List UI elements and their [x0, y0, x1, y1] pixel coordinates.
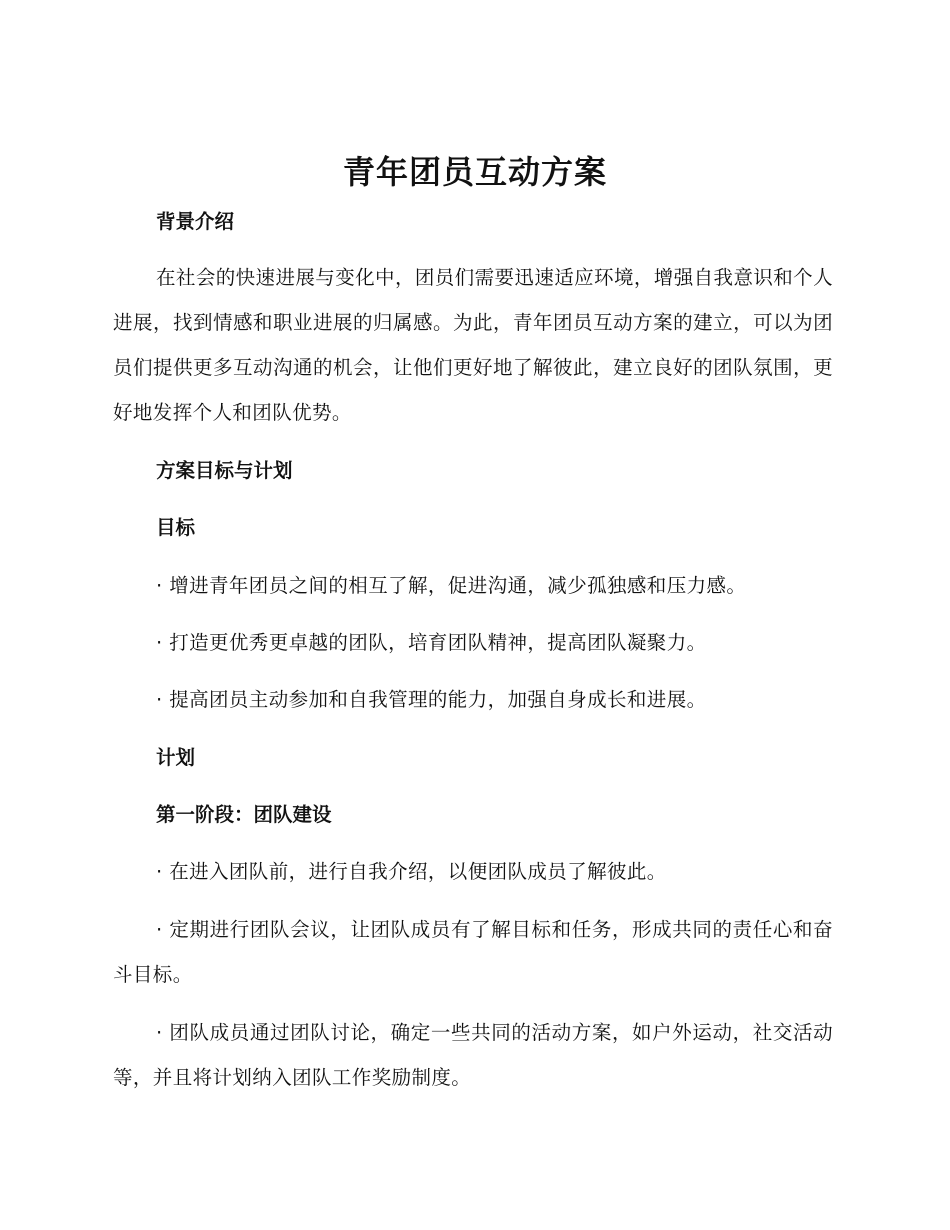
section-heading-phase-one: 第一阶段：团队建设: [156, 803, 332, 826]
goal-item: · 打造更优秀更卓越的团队，培育团队精神，提高团队凝聚力。: [156, 631, 707, 654]
plan-item: · 定期进行团队会议，让团队成员有了解目标和任务，形成共同的责任心和奋斗目标。: [113, 918, 833, 986]
plan-item: · 在进入团队前，进行自我介绍，以便团队成员了解彼此。: [156, 860, 667, 883]
goal-item: · 增进青年团员之间的相互了解，促进沟通，减少孤独感和压力感。: [156, 574, 747, 597]
background-paragraph: 在社会的快速进展与变化中，团员们需要迅速适应环境，增强自我意识和个人进展，找到情感和职业进展的归属感。为此，青年团员互动方案的建立，可以为团员们提供更多互动沟通的机会，让他们更好地了解彼此，建立良好的团队氛围，更好地发挥个人和团队优势。: [113, 266, 833, 424]
goal-item: · 提高团员主动参加和自我管理的能力，加强自身成长和进展。: [156, 688, 707, 711]
section-heading-goals-and-plan: 方案目标与计划: [156, 459, 293, 482]
section-heading-goals: 目标: [156, 516, 196, 539]
page-title: 青年团员互动方案: [342, 153, 607, 191]
plan-item: · 团队成员通过团队讨论，确定一些共同的活动方案，如户外运动，社交活动等，并且将计划纳入团队工作奖励制度。: [113, 1021, 833, 1089]
section-heading-background: 背景介绍: [156, 210, 235, 233]
section-heading-plan: 计划: [156, 746, 196, 769]
